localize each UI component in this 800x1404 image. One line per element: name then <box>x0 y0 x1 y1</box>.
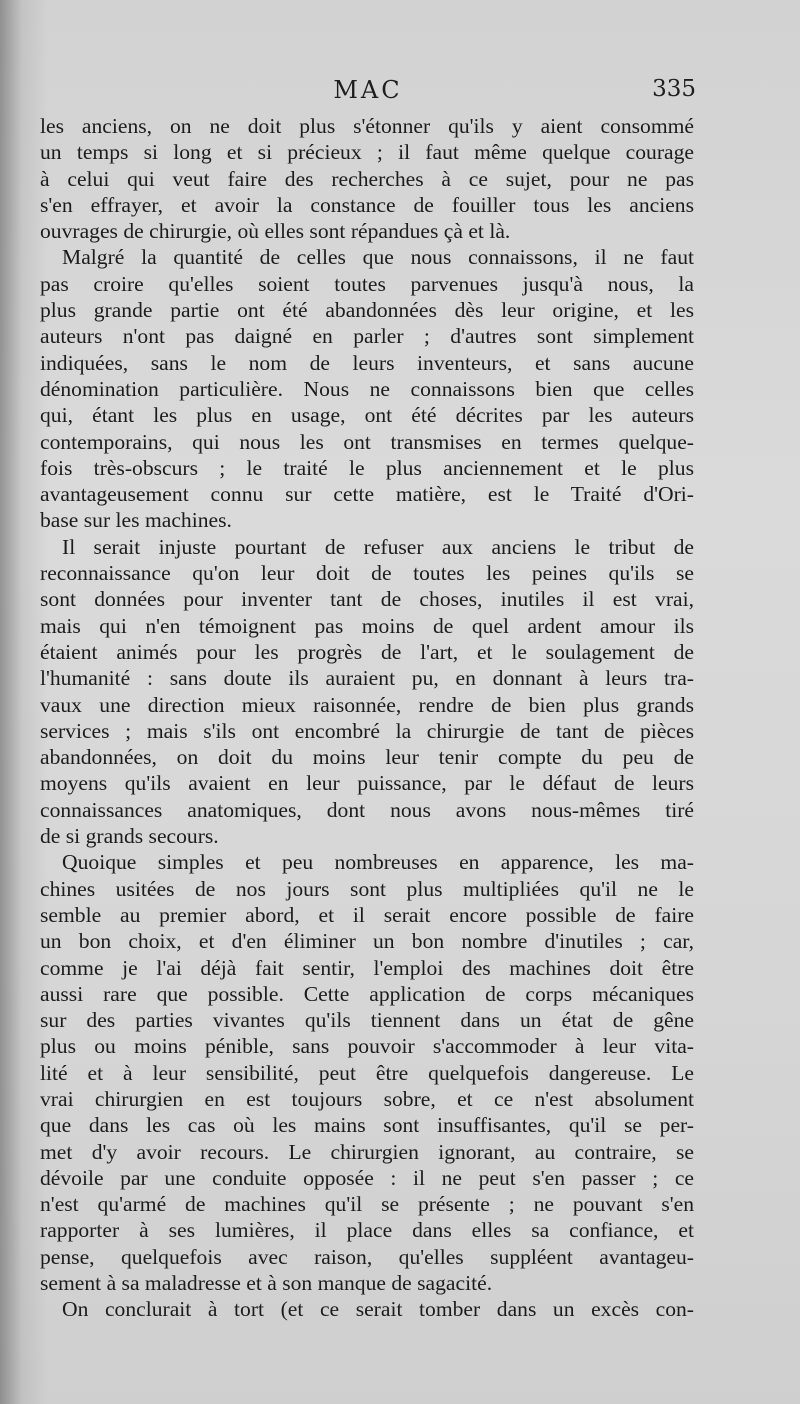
paragraph <box>40 534 694 850</box>
paragraph <box>40 244 694 533</box>
text-line: à celui qui veut faire des recherches à ce sujet, pour ne pas <box>40 166 694 191</box>
text-line: comme je l'ai déjà fait sentir, l'emploi des machines doit être <box>40 955 694 980</box>
text-line: de si grands secours. <box>40 824 219 849</box>
text-line: abandonnées, on doit du moins leur tenir compte du peu de <box>40 745 694 770</box>
text-line: met d'y avoir recours. Le chirurgien ignorant, au contraire, se <box>40 1139 694 1164</box>
text-line: semble au premier abord, et il serait encore possible de faire <box>40 902 694 927</box>
paragraph <box>40 113 694 244</box>
text-line: vrai chirurgien en est toujours sobre, et ce n'est absolument <box>40 1086 694 1111</box>
paragraph <box>40 1296 694 1322</box>
text-line: services ; mais s'ils ont encombré la chirurgie de tant de pièces <box>40 718 694 743</box>
text-line: que dans les cas où les mains sont insuffisantes, qu'il se per- <box>40 1113 694 1138</box>
page-header <box>40 76 696 110</box>
text-line: indiquées, sans le nom de leurs inventeurs, et sans aucune <box>40 350 694 375</box>
text-line: reconnaissance qu'on leur doit de toutes les peines qu'ils se <box>40 561 694 586</box>
body-text <box>40 113 694 1323</box>
text-line: avantageusement connu sur cette matière, est le Traité d'Ori- <box>40 482 694 507</box>
text-line: Quoique simples et peu nombreuses en apparence, les ma- <box>62 850 694 875</box>
text-line: chines usitées de nos jours sont plus multipliées qu'il ne le <box>40 876 694 901</box>
text-line: s'en effrayer, et avoir la constance de fouiller tous les anciens <box>40 192 694 217</box>
text-line: Malgré la quantité de celles que nous connaissons, il ne faut <box>62 245 694 270</box>
text-line: plus ou moins pénible, sans pouvoir s'accommoder à leur vita- <box>40 1034 694 1059</box>
text-line: étaient animés pour les progrès de l'art, et le soulagement de <box>40 639 694 664</box>
text-line: base sur les machines. <box>40 508 232 533</box>
text-line: qui, étant les plus en usage, ont été décrites par les auteurs <box>40 403 694 428</box>
text-line: pas croire qu'elles soient toutes parvenues jusqu'à nous, la <box>40 271 694 296</box>
text-line: Il serait injuste pourtant de refuser aux anciens le tribut de <box>62 534 694 559</box>
text-line: vaux une direction mieux raisonnée, rendre de bien plus grands <box>40 692 694 717</box>
text-line: sur des parties vivantes qu'ils tiennent dans un état de gêne <box>40 1008 694 1033</box>
text-line: aussi rare que possible. Cette application de corps mécaniques <box>40 981 694 1006</box>
text-line: dévoile par une conduite opposée : il ne peut s'en passer ; ce <box>40 1165 694 1190</box>
text-line: ouvrages de chirurgie, où elles sont répandues çà et là. <box>40 219 511 244</box>
text-line: lité et à leur sensibilité, peut être quelquefois dangereuse. Le <box>40 1060 694 1085</box>
text-line: rapporter à ses lumières, il place dans elles sa confiance, et <box>40 1218 694 1243</box>
page-number: 335 <box>652 76 696 102</box>
text-line: les anciens, on ne doit plus s'étonner qu'ils y aient consommé <box>40 114 694 138</box>
running-head: MAC <box>333 76 403 104</box>
text-line: sont données pour inventer tant de choses, inutiles il est vrai, <box>40 587 694 612</box>
text-line: connaissances anatomiques, dont nous avons nous-mêmes tiré <box>40 797 694 822</box>
text-line: n'est qu'armé de machines qu'il se présente ; ne pouvant s'en <box>40 1192 694 1217</box>
text-line: dénomination particulière. Nous ne connaissons bien que celles <box>40 376 694 401</box>
text-line: mais qui n'en témoignent pas moins de quel ardent amour ils <box>40 613 694 638</box>
text-line: sement à sa maladresse et à son manque de sagacité. <box>40 1271 493 1296</box>
text-line: plus grande partie ont été abandonnées dès leur origine, et les <box>40 298 694 323</box>
paragraph <box>40 849 694 1296</box>
text-line: l'humanité : sans doute ils auraient pu, en donnant à leurs tra- <box>40 666 694 691</box>
text-line: auteurs n'ont pas daigné en parler ; d'autres sont simplement <box>40 324 694 349</box>
text-line: pense, quelquefois avec raison, qu'elles suppléent avantageu- <box>40 1244 694 1269</box>
text-line: fois très-obscurs ; le traité le plus anciennement et le plus <box>40 455 694 480</box>
text-line: On conclurait à tort (et ce serait tomber dans un excès con- <box>62 1297 694 1322</box>
text-line: un bon choix, et d'en éliminer un bon nombre d'inutiles ; car, <box>40 929 694 954</box>
text-line: moyens qu'ils avaient en leur puissance, par le défaut de leurs <box>40 771 694 796</box>
text-line: un temps si long et si précieux ; il faut même quelque courage <box>40 140 694 165</box>
text-line: contemporains, qui nous les ont transmises en termes quelque- <box>40 429 694 454</box>
